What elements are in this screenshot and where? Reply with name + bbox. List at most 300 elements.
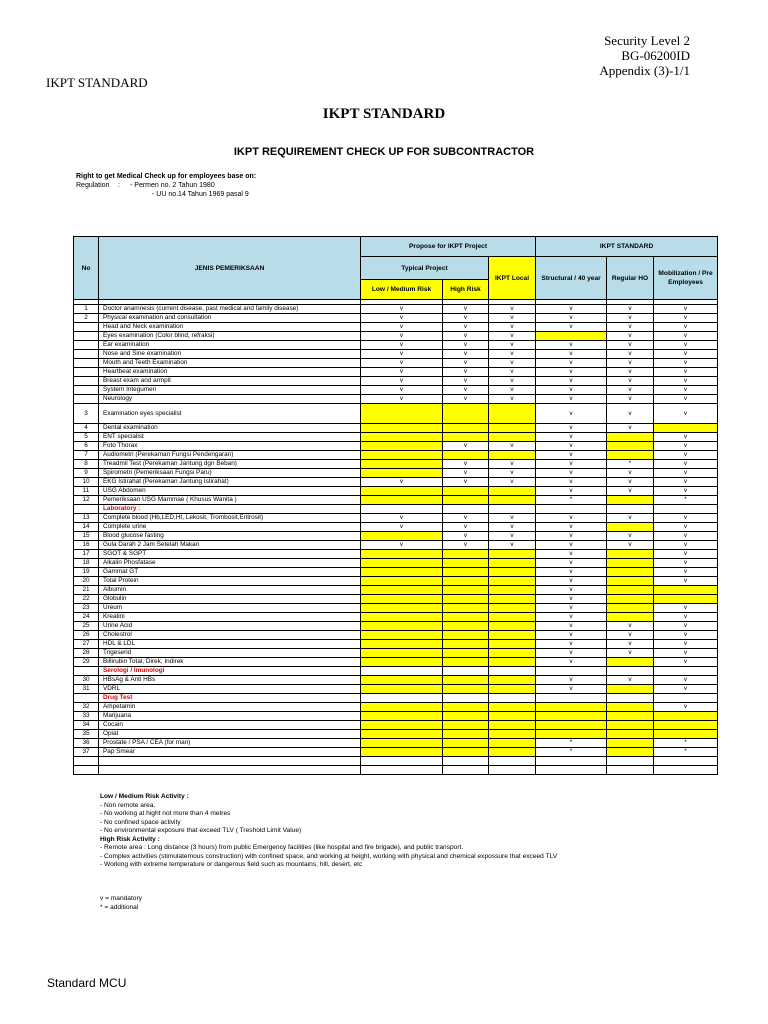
cell-st: v bbox=[536, 550, 607, 559]
row-number bbox=[74, 368, 99, 377]
cell-mp: * bbox=[654, 748, 718, 757]
cell-il: v bbox=[489, 478, 536, 487]
cell-mp: v bbox=[654, 541, 718, 550]
row-number: 22 bbox=[74, 595, 99, 604]
cell-il bbox=[489, 404, 536, 424]
table-row bbox=[74, 757, 718, 766]
cell-il bbox=[489, 640, 536, 649]
cell-lm bbox=[361, 757, 443, 766]
row-number: 17 bbox=[74, 550, 99, 559]
cell-st: v bbox=[536, 469, 607, 478]
legend-section bbox=[100, 895, 142, 912]
table-row bbox=[74, 676, 718, 685]
cell-lm bbox=[361, 730, 443, 739]
table-row bbox=[74, 730, 718, 739]
high-risk-item: - Working with extreme temperature or dangerous field such as mountains, hill, desert, etc bbox=[100, 861, 363, 868]
cell-hr: v bbox=[443, 377, 489, 386]
cell-lm: v bbox=[361, 514, 443, 523]
cell-mp: v bbox=[654, 559, 718, 568]
row-number: 30 bbox=[74, 676, 99, 685]
low-risk-item: - Non remote area. bbox=[100, 801, 156, 809]
row-number: 37 bbox=[74, 748, 99, 757]
cell-il bbox=[489, 505, 536, 514]
cell-hr: v bbox=[443, 541, 489, 550]
cell-mp bbox=[654, 712, 718, 721]
cell-hr: v bbox=[443, 395, 489, 404]
cell-rh bbox=[607, 604, 654, 613]
row-number bbox=[74, 505, 99, 514]
exam-name: Nose and Sine examination bbox=[99, 350, 361, 359]
cell-lm bbox=[361, 685, 443, 694]
row-number: 27 bbox=[74, 640, 99, 649]
cell-mp: v bbox=[654, 631, 718, 640]
cell-st: v bbox=[536, 350, 607, 359]
cell-il: v bbox=[489, 460, 536, 469]
cell-st: v bbox=[536, 541, 607, 550]
cell-st: v bbox=[536, 395, 607, 404]
exam-name bbox=[99, 766, 361, 775]
cell-lm: v bbox=[361, 332, 443, 341]
table-row bbox=[74, 442, 718, 451]
cell-lm: v bbox=[361, 478, 443, 487]
cell-il bbox=[489, 766, 536, 775]
cell-st: v bbox=[536, 631, 607, 640]
table-section-row bbox=[74, 505, 718, 514]
cell-lm: v bbox=[361, 323, 443, 332]
cell-il: v bbox=[489, 523, 536, 532]
table-row bbox=[74, 523, 718, 532]
exam-name: Spirometri (Pemeriksaan Fungsi Paru) bbox=[99, 469, 361, 478]
cell-lm bbox=[361, 712, 443, 721]
cell-st: v bbox=[536, 559, 607, 568]
cell-hr bbox=[443, 586, 489, 595]
table-row bbox=[74, 559, 718, 568]
cell-mp: v bbox=[654, 368, 718, 377]
cell-mp: v bbox=[654, 395, 718, 404]
cell-rh: v bbox=[607, 514, 654, 523]
cell-mp bbox=[654, 505, 718, 514]
col-header-propose: Propose for IKPT Project bbox=[361, 237, 536, 257]
cell-il bbox=[489, 577, 536, 586]
cell-rh: v bbox=[607, 622, 654, 631]
cell-rh bbox=[607, 766, 654, 775]
cell-lm: v bbox=[361, 305, 443, 314]
cell-mp: * bbox=[654, 496, 718, 505]
exam-name: Pemeriksaan USG Mammae ( Khusus Wanita ) bbox=[99, 496, 361, 505]
cell-hr bbox=[443, 550, 489, 559]
cell-lm: v bbox=[361, 541, 443, 550]
mcu-requirement-table bbox=[73, 236, 718, 775]
cell-il: v bbox=[489, 314, 536, 323]
cell-il: v bbox=[489, 359, 536, 368]
cell-rh bbox=[607, 721, 654, 730]
cell-mp: v bbox=[654, 404, 718, 424]
exam-name: Neurology bbox=[99, 395, 361, 404]
cell-hr bbox=[443, 613, 489, 622]
cell-mp bbox=[654, 766, 718, 775]
col-header-mobilization: Mobilization / Pre Employees bbox=[654, 257, 718, 300]
cell-mp: v bbox=[654, 487, 718, 496]
cell-rh: v bbox=[607, 469, 654, 478]
cell-hr: v bbox=[443, 341, 489, 350]
cell-mp: v bbox=[654, 323, 718, 332]
cell-hr bbox=[443, 640, 489, 649]
regulation-label: Regulation bbox=[76, 182, 110, 189]
cell-lm: v bbox=[361, 395, 443, 404]
row-number: 9 bbox=[74, 469, 99, 478]
exam-name: Eyes examination (Color blind, refraksi) bbox=[99, 332, 361, 341]
exam-name: Breast exam and armpit bbox=[99, 377, 361, 386]
cell-mp: v bbox=[654, 305, 718, 314]
high-risk-item: - Complex activities (stimulatemous construction) with confined space, and working at height, working with physical and chemical expossure that exceed TLV bbox=[100, 852, 558, 860]
cell-mp bbox=[654, 586, 718, 595]
table-row bbox=[74, 514, 718, 523]
cell-il: v bbox=[489, 532, 536, 541]
cell-lm bbox=[361, 404, 443, 424]
cell-lm bbox=[361, 703, 443, 712]
cell-mp: v bbox=[654, 359, 718, 368]
cell-hr bbox=[443, 451, 489, 460]
cell-rh: v bbox=[607, 640, 654, 649]
cell-lm bbox=[361, 469, 443, 478]
section-label: Laboratory : bbox=[99, 505, 361, 514]
exam-name: VDRL bbox=[99, 685, 361, 694]
row-number: 10 bbox=[74, 478, 99, 487]
table-row bbox=[74, 640, 718, 649]
cell-il: v bbox=[489, 514, 536, 523]
cell-hr bbox=[443, 712, 489, 721]
row-number bbox=[74, 359, 99, 368]
cell-mp: v bbox=[654, 314, 718, 323]
cell-st: v bbox=[536, 386, 607, 395]
security-level: Security Level 2 bbox=[604, 33, 690, 48]
cell-lm bbox=[361, 577, 443, 586]
cell-lm bbox=[361, 622, 443, 631]
cell-st bbox=[536, 694, 607, 703]
cell-rh bbox=[607, 757, 654, 766]
cell-st: * bbox=[536, 496, 607, 505]
section-label: Serologi / Imunologi bbox=[99, 667, 361, 676]
legend-mandatory: v = mandatory bbox=[100, 895, 142, 902]
cell-hr: v bbox=[443, 332, 489, 341]
cell-lm bbox=[361, 451, 443, 460]
table-row bbox=[74, 487, 718, 496]
exam-name: USG Abdomen bbox=[99, 487, 361, 496]
exam-name: Physical examination and consultation bbox=[99, 314, 361, 323]
cell-st: v bbox=[536, 595, 607, 604]
cell-rh bbox=[607, 451, 654, 460]
low-risk-item: - No working at hight not more than 4 metres bbox=[100, 810, 231, 817]
exam-name: EKG Istirahat (Perekaman Jantung Istirahat) bbox=[99, 478, 361, 487]
cell-st: v bbox=[536, 359, 607, 368]
cell-lm: v bbox=[361, 377, 443, 386]
cell-hr bbox=[443, 496, 489, 505]
cell-il: v bbox=[489, 323, 536, 332]
cell-il: v bbox=[489, 395, 536, 404]
cell-lm bbox=[361, 550, 443, 559]
cell-rh bbox=[607, 739, 654, 748]
cell-il bbox=[489, 496, 536, 505]
cell-mp bbox=[654, 595, 718, 604]
col-header-low-medium: Low / Medium Risk bbox=[361, 280, 443, 300]
cell-lm bbox=[361, 442, 443, 451]
cell-mp: v bbox=[654, 478, 718, 487]
exam-name: Complete urine bbox=[99, 523, 361, 532]
table-row bbox=[74, 314, 718, 323]
cell-hr bbox=[443, 730, 489, 739]
cell-rh bbox=[607, 433, 654, 442]
cell-il bbox=[489, 649, 536, 658]
exam-name: Blood glucose fasting bbox=[99, 532, 361, 541]
cell-hr: v bbox=[443, 323, 489, 332]
cell-il: v bbox=[489, 469, 536, 478]
cell-hr bbox=[443, 604, 489, 613]
cell-rh: v bbox=[607, 314, 654, 323]
cell-st: v bbox=[536, 676, 607, 685]
cell-rh bbox=[607, 550, 654, 559]
cell-mp bbox=[654, 757, 718, 766]
low-risk-item: - No confined space activity bbox=[100, 818, 181, 826]
col-header-exam: JENIS PEMERIKSAAN bbox=[99, 237, 361, 300]
col-header-regular-ho: Regular HO bbox=[607, 257, 654, 300]
cell-il bbox=[489, 604, 536, 613]
table-row bbox=[74, 332, 718, 341]
table-row bbox=[74, 658, 718, 667]
cell-il bbox=[489, 559, 536, 568]
cell-rh: v bbox=[607, 404, 654, 424]
cell-hr: v bbox=[443, 305, 489, 314]
exam-name: Foto Thorax bbox=[99, 442, 361, 451]
cell-st bbox=[536, 721, 607, 730]
cell-rh bbox=[607, 568, 654, 577]
cell-lm: v bbox=[361, 359, 443, 368]
table-row bbox=[74, 550, 718, 559]
col-header-ikpt-local: IKPT Local bbox=[489, 257, 536, 300]
exam-name: Examination eyes specialist bbox=[99, 404, 361, 424]
intro-right-text: Right to get Medical Check up for employees base on: bbox=[76, 173, 257, 180]
cell-st: v bbox=[536, 442, 607, 451]
cell-il bbox=[489, 667, 536, 676]
cell-mp bbox=[654, 694, 718, 703]
exam-name: Trigeserid bbox=[99, 649, 361, 658]
cell-il bbox=[489, 568, 536, 577]
document-header-info bbox=[560, 33, 690, 78]
cell-hr bbox=[443, 568, 489, 577]
cell-st: v bbox=[536, 658, 607, 667]
cell-st: v bbox=[536, 314, 607, 323]
exam-name: Complete blood (Hb,LED,Ht, Lekosit, Trombosit,Eritrosit) bbox=[99, 514, 361, 523]
exam-name: Cocain bbox=[99, 721, 361, 730]
cell-st: v bbox=[536, 622, 607, 631]
cell-mp: v bbox=[654, 550, 718, 559]
cell-st bbox=[536, 712, 607, 721]
col-header-no: No bbox=[74, 237, 99, 300]
row-number: 19 bbox=[74, 568, 99, 577]
legend-additional: * = additional bbox=[100, 903, 139, 911]
cell-rh: v bbox=[607, 359, 654, 368]
cell-il bbox=[489, 694, 536, 703]
row-number: 13 bbox=[74, 514, 99, 523]
exam-name: Total Protein bbox=[99, 577, 361, 586]
cell-rh: v bbox=[607, 386, 654, 395]
cell-lm bbox=[361, 424, 443, 433]
table-row bbox=[74, 350, 718, 359]
cell-mp: v bbox=[654, 649, 718, 658]
cell-hr: v bbox=[443, 460, 489, 469]
cell-mp: v bbox=[654, 377, 718, 386]
cell-lm: v bbox=[361, 386, 443, 395]
cell-hr bbox=[443, 766, 489, 775]
cell-hr bbox=[443, 667, 489, 676]
cell-mp: v bbox=[654, 685, 718, 694]
table-row bbox=[74, 323, 718, 332]
cell-mp: v bbox=[654, 386, 718, 395]
row-number: 34 bbox=[74, 721, 99, 730]
cell-il bbox=[489, 658, 536, 667]
cell-rh: v bbox=[607, 332, 654, 341]
cell-st: v bbox=[536, 568, 607, 577]
cell-st bbox=[536, 332, 607, 341]
exam-name: ENT specialist bbox=[99, 433, 361, 442]
regulation-item: - Permen no. 2 Tahun 1980 bbox=[130, 182, 215, 189]
table-row bbox=[74, 305, 718, 314]
cell-mp: v bbox=[654, 469, 718, 478]
exam-name: System Integumen bbox=[99, 386, 361, 395]
cell-lm: v bbox=[361, 523, 443, 532]
exam-name: Alkalin Phosfatase bbox=[99, 559, 361, 568]
table-row bbox=[74, 341, 718, 350]
exam-name: Mouth and Teeth Examination bbox=[99, 359, 361, 368]
col-header-typical: Typical Project bbox=[361, 257, 489, 280]
cell-lm bbox=[361, 496, 443, 505]
table-row bbox=[74, 604, 718, 613]
high-risk-item: - Remote area : Long distance (3 hours) from public Emergency facilities (like hospital and fire brigade), and public transport. bbox=[100, 844, 464, 851]
cell-hr bbox=[443, 694, 489, 703]
cell-hr bbox=[443, 424, 489, 433]
row-number: 32 bbox=[74, 703, 99, 712]
cell-lm bbox=[361, 748, 443, 757]
cell-st: v bbox=[536, 305, 607, 314]
regulation-item: - UU no.14 Tahun 1969 pasal 9 bbox=[152, 191, 249, 198]
row-number: 2 bbox=[74, 314, 99, 323]
cell-rh: v bbox=[607, 341, 654, 350]
cell-hr: v bbox=[443, 532, 489, 541]
cell-il bbox=[489, 757, 536, 766]
cell-lm bbox=[361, 649, 443, 658]
row-number bbox=[74, 395, 99, 404]
cell-rh: v bbox=[607, 676, 654, 685]
cell-il: v bbox=[489, 442, 536, 451]
table-row bbox=[74, 433, 718, 442]
cell-lm bbox=[361, 505, 443, 514]
cell-lm bbox=[361, 658, 443, 667]
cell-lm bbox=[361, 613, 443, 622]
table-row bbox=[74, 649, 718, 658]
row-number bbox=[74, 757, 99, 766]
cell-rh: v bbox=[607, 424, 654, 433]
cell-hr bbox=[443, 559, 489, 568]
exam-name: Marijuana bbox=[99, 712, 361, 721]
table-section-row bbox=[74, 694, 718, 703]
cell-hr bbox=[443, 685, 489, 694]
cell-hr bbox=[443, 721, 489, 730]
cell-il: v bbox=[489, 332, 536, 341]
cell-hr: v bbox=[443, 523, 489, 532]
row-number: 29 bbox=[74, 658, 99, 667]
cell-rh bbox=[607, 595, 654, 604]
cell-il bbox=[489, 550, 536, 559]
cell-il bbox=[489, 433, 536, 442]
cell-rh: v bbox=[607, 532, 654, 541]
row-number: 3 bbox=[74, 404, 99, 424]
table-row bbox=[74, 595, 718, 604]
cell-lm bbox=[361, 460, 443, 469]
cell-il bbox=[489, 613, 536, 622]
cell-mp: v bbox=[654, 613, 718, 622]
cell-rh bbox=[607, 748, 654, 757]
cell-hr: v bbox=[443, 314, 489, 323]
cell-st: v bbox=[536, 613, 607, 622]
cell-lm bbox=[361, 433, 443, 442]
exam-name: HDL & LDL bbox=[99, 640, 361, 649]
cell-il: v bbox=[489, 341, 536, 350]
cell-mp: v bbox=[654, 604, 718, 613]
regulation-block bbox=[76, 181, 256, 199]
cell-mp: v bbox=[654, 640, 718, 649]
cell-hr bbox=[443, 595, 489, 604]
mcu-table-body bbox=[74, 300, 718, 775]
cell-mp: v bbox=[654, 460, 718, 469]
cell-mp bbox=[654, 667, 718, 676]
row-number: 20 bbox=[74, 577, 99, 586]
exam-name: Heartbeat examination bbox=[99, 368, 361, 377]
cell-hr bbox=[443, 739, 489, 748]
cell-il bbox=[489, 622, 536, 631]
cell-st: v bbox=[536, 586, 607, 595]
cell-lm bbox=[361, 766, 443, 775]
cell-hr: v bbox=[443, 359, 489, 368]
cell-rh: v bbox=[607, 541, 654, 550]
cell-st: v bbox=[536, 433, 607, 442]
cell-il: v bbox=[489, 386, 536, 395]
cell-il bbox=[489, 595, 536, 604]
cell-il bbox=[489, 487, 536, 496]
row-number: 12 bbox=[74, 496, 99, 505]
cell-lm bbox=[361, 586, 443, 595]
exam-name: Pap Smear bbox=[99, 748, 361, 757]
cell-rh bbox=[607, 658, 654, 667]
cell-st: v bbox=[536, 487, 607, 496]
cell-st: v bbox=[536, 649, 607, 658]
cell-rh: v bbox=[607, 323, 654, 332]
table-row bbox=[74, 568, 718, 577]
cell-rh: v bbox=[607, 350, 654, 359]
cell-mp: v bbox=[654, 532, 718, 541]
cell-st: v bbox=[536, 368, 607, 377]
cell-mp bbox=[654, 424, 718, 433]
table-row bbox=[74, 622, 718, 631]
table-row bbox=[74, 577, 718, 586]
cell-hr bbox=[443, 748, 489, 757]
col-header-structural: Structural / 40 year bbox=[536, 257, 607, 300]
row-number bbox=[74, 766, 99, 775]
row-number: 1 bbox=[74, 305, 99, 314]
cell-il bbox=[489, 712, 536, 721]
row-number: 8 bbox=[74, 460, 99, 469]
cell-lm bbox=[361, 676, 443, 685]
cell-rh: v bbox=[607, 487, 654, 496]
row-number bbox=[74, 332, 99, 341]
